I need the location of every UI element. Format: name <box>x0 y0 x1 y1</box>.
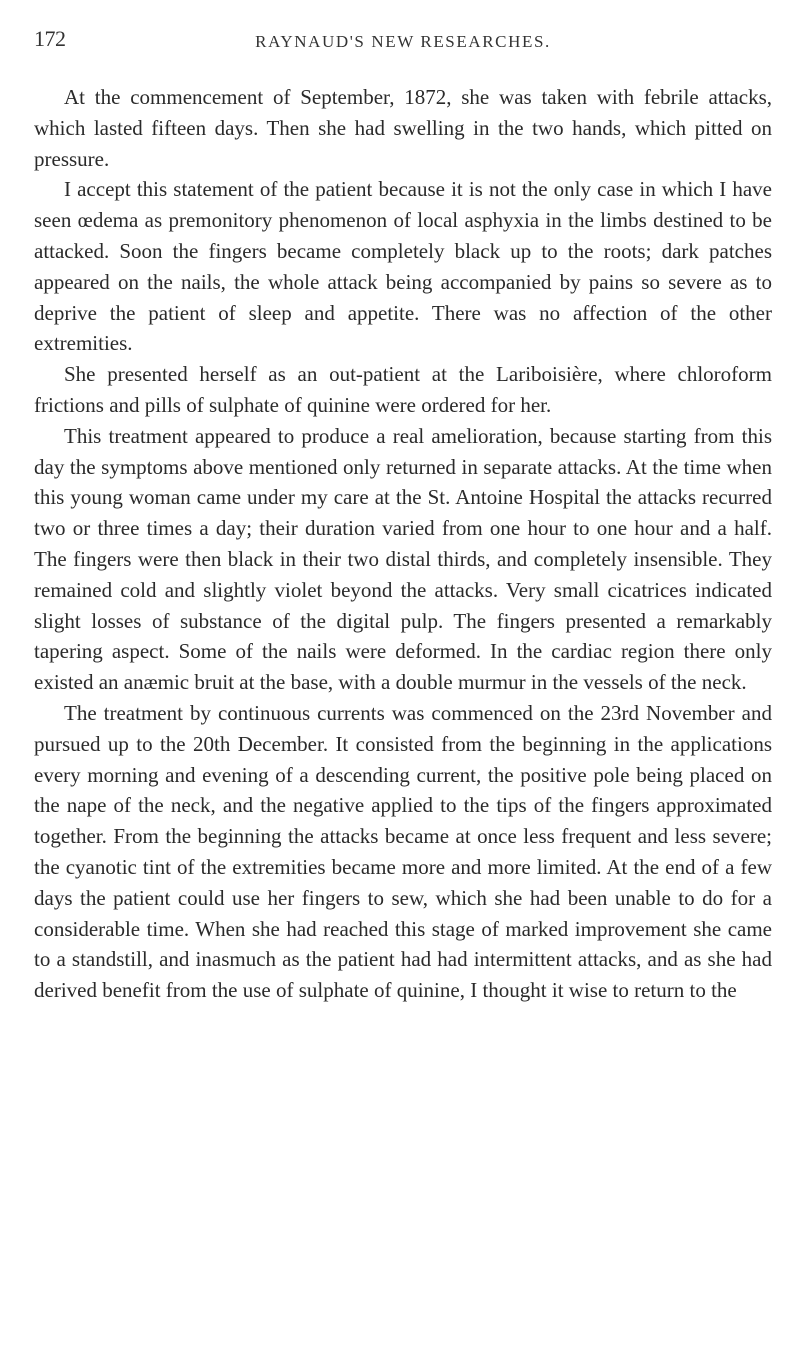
page-number: 172 <box>34 26 66 51</box>
paragraph: At the commencement of September, 1872, she was taken with febrile attacks, which lasted fifteen days. Then she had swelling in the two hands, which pitted on pressure. <box>34 85 772 171</box>
body-text <box>34 82 772 1006</box>
book-page <box>34 22 772 1342</box>
paragraph: This treatment appeared to produce a real amelioration, because starting from this day the symptoms above mentioned only returned in separate attacks. At the time when this young woman came under my care at the St. Antoine Hospital the attacks recurred two or three times a day; their duration varied from one hour to one hour and a half. The fingers were then black in their two distal thirds, and completely insensible. They remained cold and slightly violet beyond the attacks. Very small cicatrices indicated slight losses of substance of the digital pulp. The fingers presented a remarkably tapering aspect. Some of the nails were deformed. In the cardiac region there only existed an anæmic bruit at the base, with a double murmur in the vessels of the neck. <box>34 423 772 695</box>
paragraph: The treatment by continuous currents was commenced on the 23rd November and pursued up to the 20th December. It consisted from the beginning in the applications every morning and evening of a descending current, the positive pole being placed on the nape of the neck, and the negative applied to the tips of the fingers approximated together. From the beginning the attacks became at once less frequent and less severe; the cyanotic tint of the extremities became more and more limited. At the end of a few days the patient could use her fingers to sew, which she had been unable to do for a considerable time. When she had reached this stage of marked improvement she came to a standstill, and inasmuch as the patient had had intermittent attacks, and as she had derived benefit from the use of sulphate of quinine, I thought it wise to return to the <box>34 700 772 1003</box>
page-header <box>34 22 772 62</box>
paragraph: I accept this statement of the patient because it is not the only case in which I have seen œdema as premonitory phenomenon of local asphyxia in the limbs destined to be attacked. Soon the fingers became completely black up to the roots; dark patches appeared on the nails, the whole attack being accompanied by pains so severe as to deprive the patient of sleep and appetite. There was no affection of the other extremities. <box>34 177 772 356</box>
paragraph: She presented herself as an out-patient at the Lariboisière, where chloroform frictions and pills of sulphate of quinine were ordered for her. <box>34 362 772 417</box>
running-head: RAYNAUD'S NEW RESEARCHES. <box>255 32 551 51</box>
